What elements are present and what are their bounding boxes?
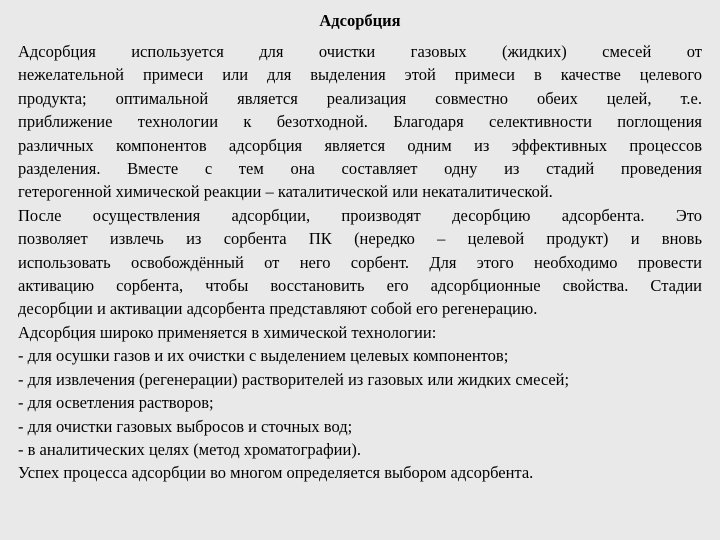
- text-line: Успех процесса адсорбции во многом определяется выбором адсорбента.: [18, 463, 534, 483]
- list-item: - для осушки газов и их очистки с выделением целевых компонентов;: [18, 346, 509, 366]
- text-line: Адсорбция используется для очистки газовых (жидких) смесей от: [18, 42, 702, 61]
- text-line: продукта; оптимальной является реализация совместно обеих целей, т.е.: [18, 88, 702, 108]
- document-body: [18, 40, 702, 485]
- text-line: различных компонентов адсорбция является одним из эффективных процессов: [18, 135, 702, 155]
- text-line: нежелательной примеси или для выделения этой примеси в качестве целевого: [18, 65, 702, 85]
- text-line: использовать освобождённый от него сорбент. Для этого необходимо провести: [18, 252, 702, 272]
- list-item: - для очистки газовых выбросов и сточных вод;: [18, 416, 353, 436]
- text-line: позволяет извлечь из сорбента ПК (нередко – целевой продукт) и вновь: [18, 229, 702, 249]
- text-line: приближение технологии к безотходной. Благодаря селективности поглощения: [18, 112, 702, 132]
- text-line: разделения. Вместе с тем она составляет одну из стадий проведения: [18, 159, 702, 179]
- text-line: активацию сорбента, чтобы восстановить его адсорбционные свойства. Стадии: [18, 276, 702, 296]
- text-line: После осуществления адсорбции, производят десорбцию адсорбента. Это: [18, 205, 702, 225]
- text-line: десорбции и активации адсорбента представляют собой его регенерацию.: [18, 299, 538, 319]
- document-title: Адсорбция: [319, 11, 401, 30]
- text-line: Адсорбция широко применяется в химической технологии:: [18, 322, 437, 342]
- list-item: - для извлечения (регенерации) растворителей из газовых или жидких смесей;: [18, 369, 570, 389]
- list-item: - в аналитических целях (метод хроматографии).: [18, 439, 361, 459]
- list-item: - для осветления растворов;: [18, 393, 214, 413]
- text-line: гетерогенной химической реакции – каталитической или некаталитической.: [18, 182, 553, 202]
